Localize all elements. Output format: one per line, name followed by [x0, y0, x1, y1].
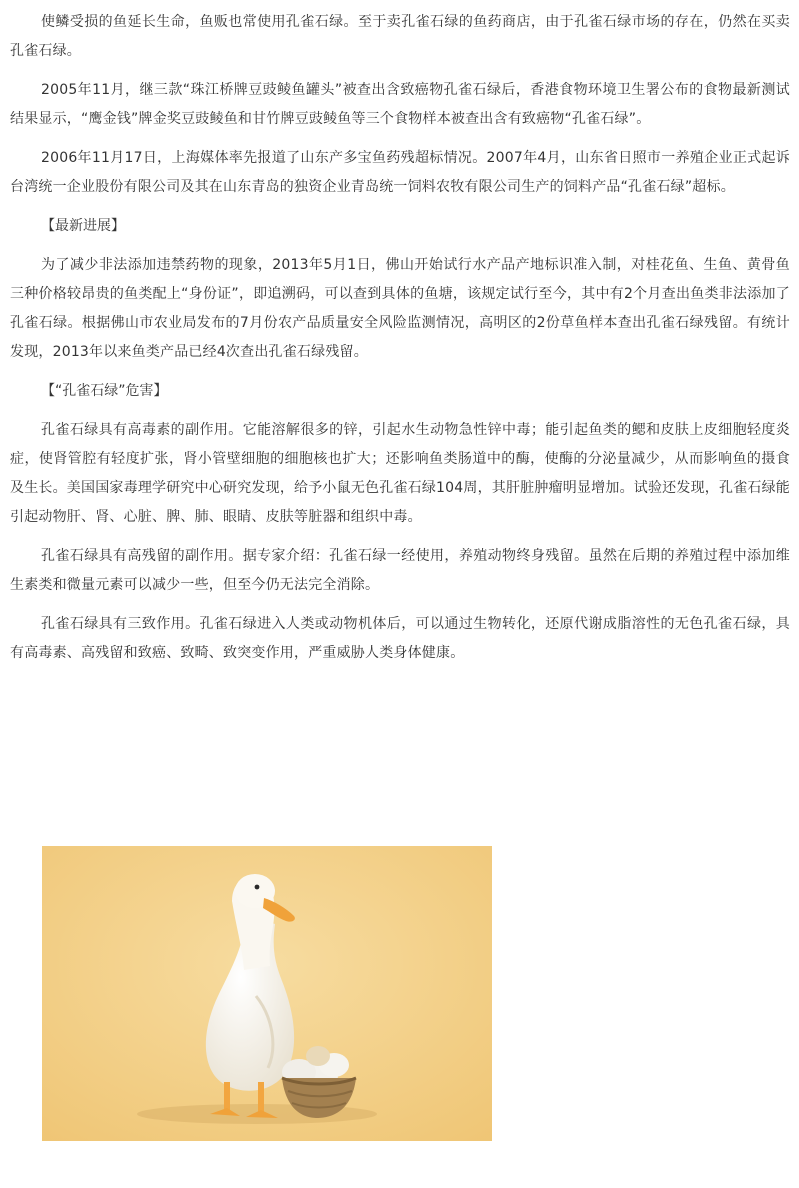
- section-heading-latest: 【最新进展】: [41, 218, 125, 234]
- article-paragraph: 为了减少非法添加违禁药物的现象，2013年5月1日，佛山开始试行水产品产地标识准入制，对桂花鱼、生鱼、黄骨鱼三种价格较昂贵的鱼类配上“身份证”，即追溯码，可以查到具体的鱼塘，该规定试行至今，其中有2个月查出鱼类非法添加了孔雀石绿。根据佛山市农业局发布的7月份农产品质量安全风险监测情况，高明区的2份草鱼样本查出孔雀石绿残留。有统计发现，2013年以来鱼类产品已经4次查出孔雀石绿残留。: [10, 257, 790, 360]
- article-paragraph: 孔雀石绿具有高残留的副作用。据专家介绍：孔雀石绿一经使用，养殖动物终身残留。虽然在后期的养殖过程中添加维生素类和微量元素可以减少一些，但至今仍无法完全消除。: [10, 548, 790, 593]
- duck-eye: [255, 885, 260, 890]
- article-paragraph: 2005年11月，继三款“珠江桥牌豆豉鲮鱼罐头”被查出含致癌物孔雀石绿后，香港食物环境卫生署公布的食物最新测试结果显示，“鹰金钱”牌金奖豆豉鲮鱼和甘竹牌豆豉鲮鱼等三个食物样本被查出含有致癌物“孔雀石绿”。: [10, 82, 790, 127]
- article-body: [10, 8, 790, 678]
- article-paragraph: 孔雀石绿具有高毒素的副作用。它能溶解很多的锌，引起水生动物急性锌中毒；能引起鱼类的鳃和皮肤上皮细胞轻度炎症，使肾管腔有轻度扩张，肾小管壁细胞的细胞核也扩大；还影响鱼类肠道中的酶，使酶的分泌量减少，从而影响鱼的摄食及生长。美国国家毒理学研究中心研究发现，给予小鼠无色孔雀石绿104周，其肝脏肿瘤明显增加。试验还发现，孔雀石绿能引起动物肝、肾、心脏、脾、肺、眼睛、皮肤等脏器和组织中毒。: [10, 422, 790, 525]
- duck-illustration: [42, 846, 492, 1141]
- duck-leg-right: [258, 1082, 264, 1112]
- article-paragraph: 2006年11月17日，上海媒体率先报道了山东产多宝鱼药残超标情况。2007年4月，山东省日照市一养殖企业正式起诉台湾统一企业股份有限公司及其在山东青岛的独资企业青岛统一饲料农牧有限公司生产的饲料产品“孔雀石绿”超标。: [10, 150, 790, 195]
- article-paragraph: 孔雀石绿具有三致作用。孔雀石绿进入人类或动物机体后，可以通过生物转化，还原代谢成脂溶性的无色孔雀石绿，具有高毒素、高残留和致癌、致畸、致突变作用，严重威胁人类身体健康。: [10, 616, 790, 661]
- section-heading-harm: 【“孔雀石绿”危害】: [41, 383, 168, 399]
- article-photo-duck-with-eggs: [42, 846, 492, 1141]
- article-paragraph: 使鳞受损的鱼延长生命，鱼贩也常使用孔雀石绿。至于卖孔雀石绿的鱼药商店，由于孔雀石绿市场的存在，仍然在买卖孔雀石绿。: [10, 14, 790, 59]
- golden-egg: [306, 1046, 330, 1066]
- duck-leg-left: [224, 1082, 230, 1110]
